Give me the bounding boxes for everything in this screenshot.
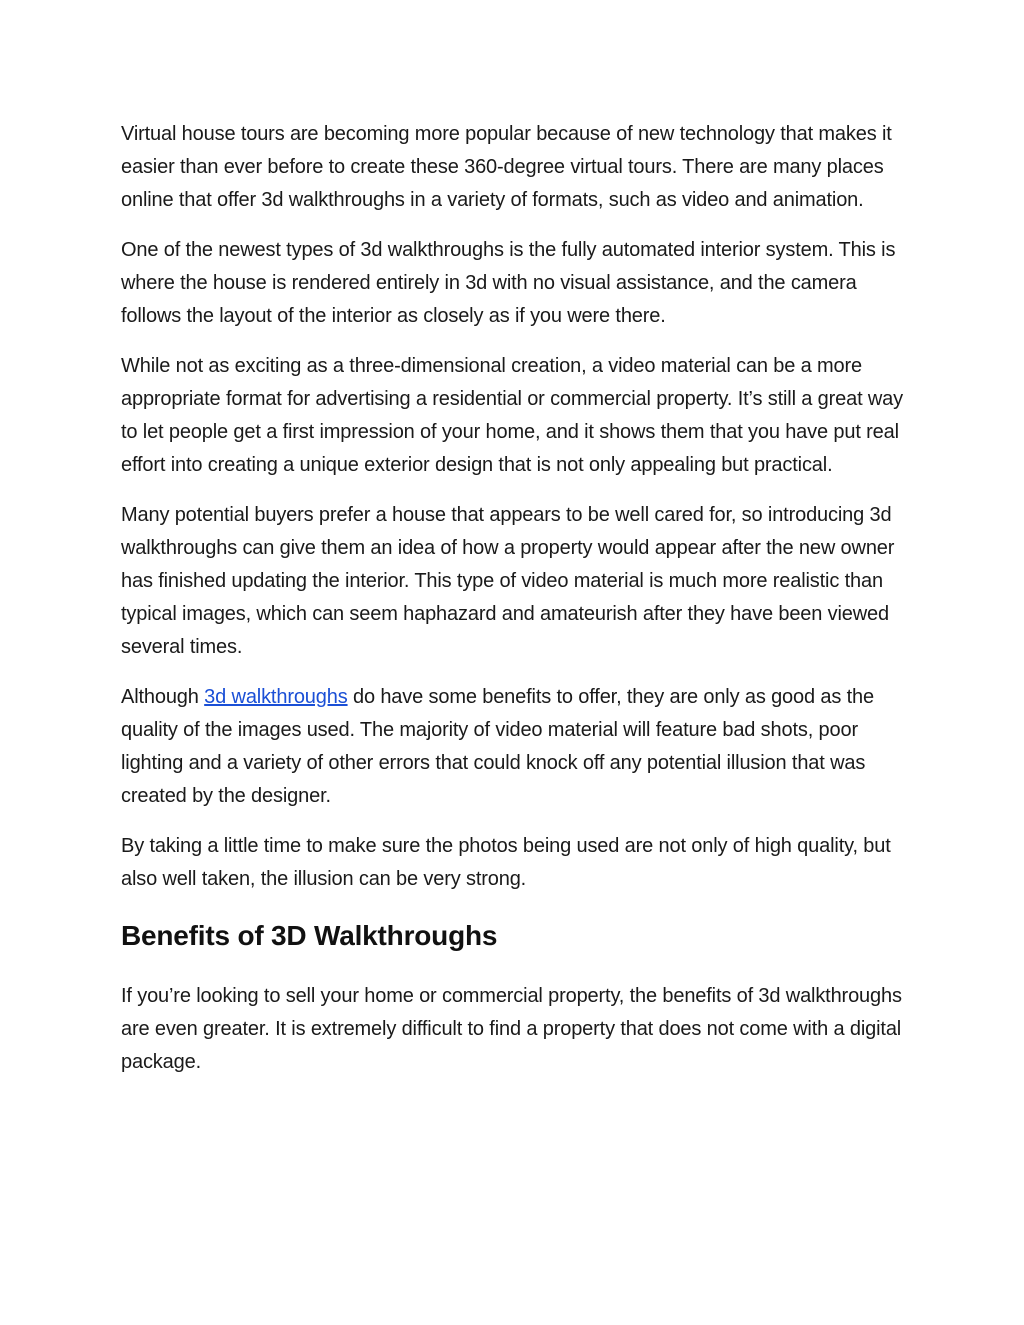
section-heading: Benefits of 3D Walkthroughs xyxy=(121,920,498,951)
paragraph-sell-home: If you’re looking to sell your home or commercial property, the benefits of 3d walkthroughs are even greater. It is extremely difficult to find a property that does not come with a digital package. xyxy=(121,985,902,1073)
link-paragraph-before: Although xyxy=(121,686,205,708)
paragraph-benefits-link xyxy=(121,681,911,813)
paragraph-virtual-tours: Virtual house tours are becoming more popular because of new technology that makes it easier than ever before to create these 360-degree virtual tours. There are many places online that offer 3d walkthroughs in a variety of formats, such as video and animation. xyxy=(121,123,892,211)
link-paragraph-after: do have some benefits to offer, they are only as good as the quality of the images used. The majority of video material will feature bad shots, poor lighting and a variety of other errors that could knock off any potential illusion that was created by the designer. xyxy=(121,686,874,807)
walkthroughs-link[interactable]: 3d walkthroughs xyxy=(204,686,348,708)
paragraph-potential-buyers: Many potential buyers prefer a house that appears to be well cared for, so introducing 3d walkthroughs can give them an idea of how a property would appear after the new owner has finished updating the interior. This type of video material is much more realistic than typical images, which can seem haphazard and amateurish after they have been viewed several times. xyxy=(121,504,895,658)
paragraph-photo-quality: By taking a little time to make sure the photos being used are not only of high quality, but also well taken, the illusion can be very strong. xyxy=(121,835,891,890)
paragraph-automated-interior: One of the newest types of 3d walkthroughs is the fully automated interior system. This is where the house is rendered entirely in 3d with no visual assistance, and the camera follows the layout of the interior as closely as if you were there. xyxy=(121,239,896,327)
document-body xyxy=(121,118,911,1096)
paragraph-video-material: While not as exciting as a three-dimensional creation, a video material can be a more appropriate format for advertising a residential or commercial property. It’s still a great way to let people get a first impression of your home, and it shows them that you have put real effort into creating a unique exterior design that is not only appealing but practical. xyxy=(121,355,904,476)
